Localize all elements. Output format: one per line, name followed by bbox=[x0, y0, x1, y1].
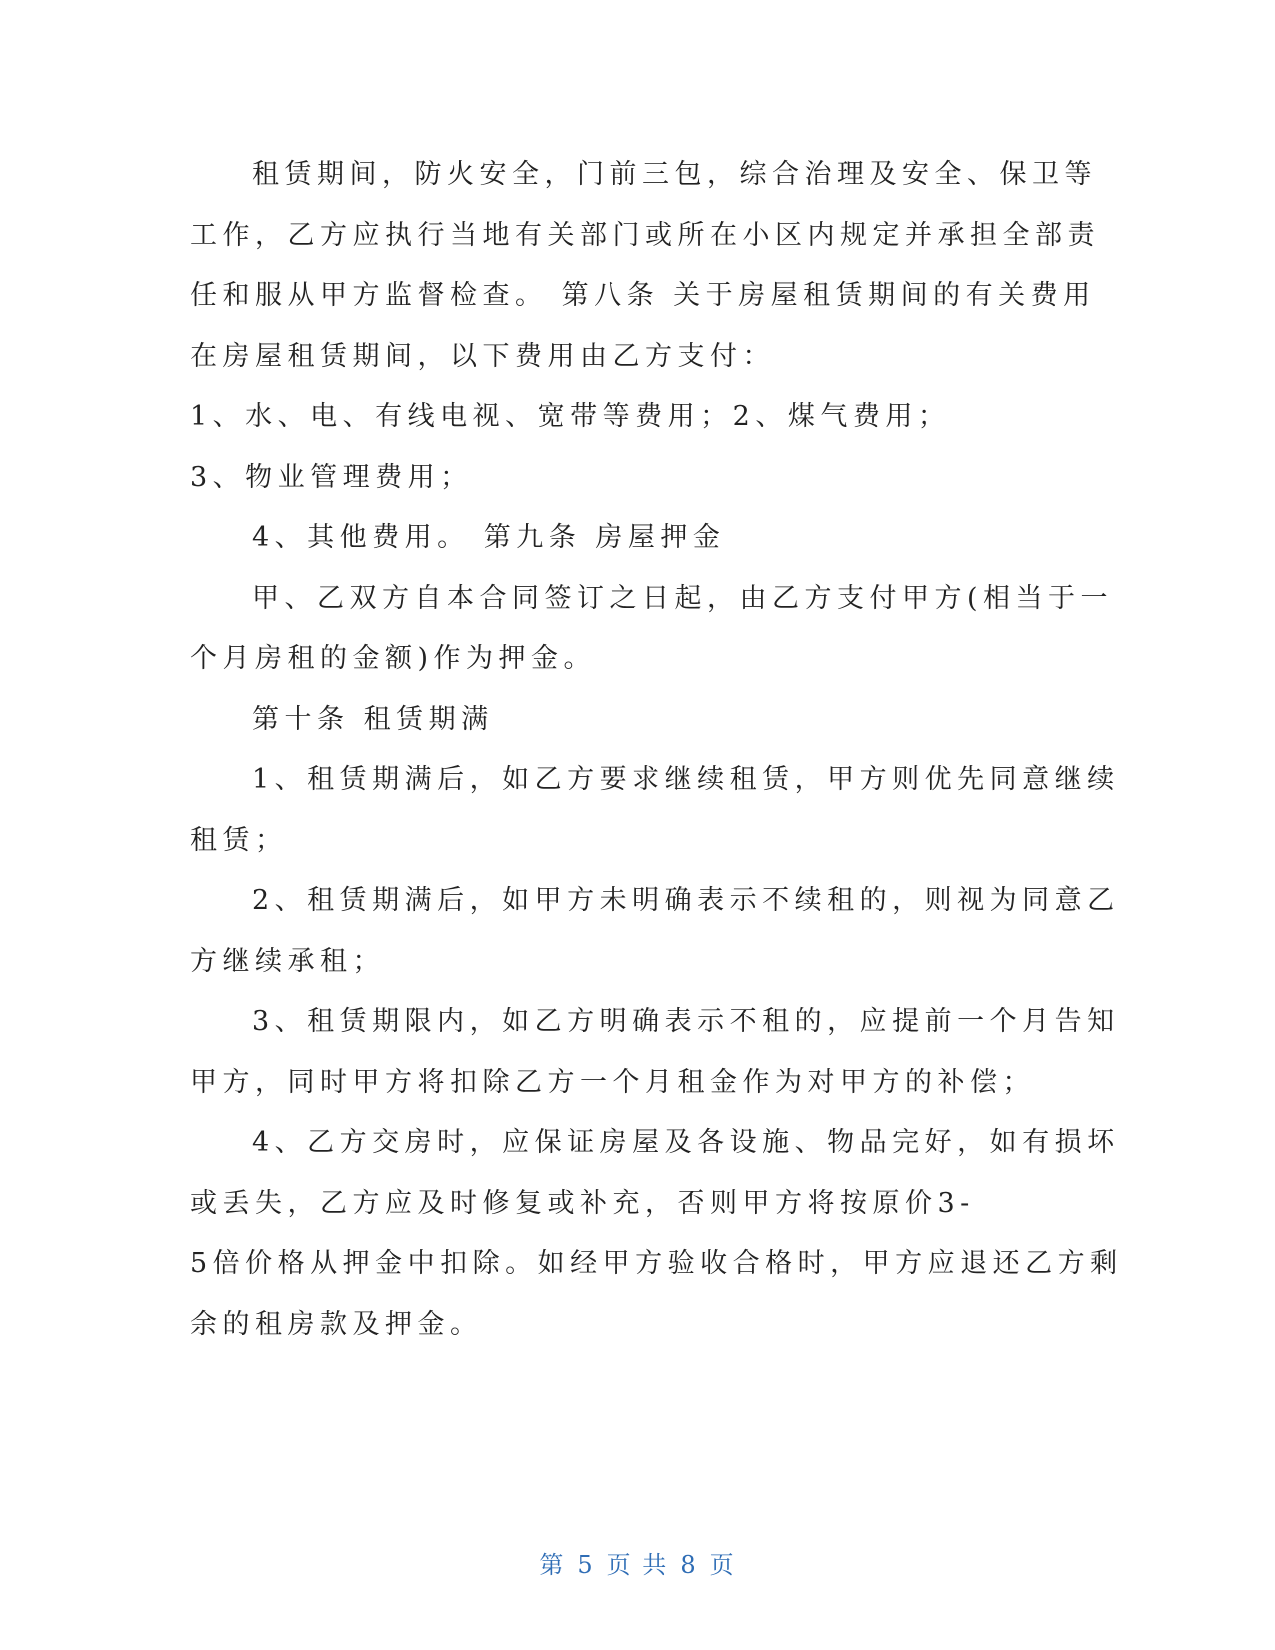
page-footer bbox=[0, 1545, 1275, 1580]
text-line: 3、租赁期限内，如乙方明确表示不租的，应提前一个月告知 bbox=[252, 1006, 1120, 1037]
footer-total-pages: 8 bbox=[680, 1551, 698, 1579]
text-line: 或丢失，乙方应及时修复或补充，否则甲方将按原价3- bbox=[190, 1187, 975, 1219]
text-line: 在房屋租赁期间，以下费用由乙方支付： bbox=[190, 340, 775, 372]
footer-suffix: 页 bbox=[709, 1551, 736, 1579]
text-line: 甲方，同时甲方将扣除乙方一个月租金作为对甲方的补偿； bbox=[190, 1066, 1035, 1098]
document-body bbox=[190, 145, 1123, 1355]
text-line: 方继续承租； bbox=[190, 945, 385, 977]
text-line: 任和服从甲方监督检查。 第八条 关于房屋租赁期间的有关费用 bbox=[190, 280, 1096, 311]
text-line: 工作，乙方应执行当地有关部门或所在小区内规定并承担全部责 bbox=[190, 219, 1100, 251]
text-line: 4、乙方交房时，应保证房屋及各设施、物品完好，如有损坏 bbox=[252, 1127, 1120, 1158]
text-line: 1、租赁期满后，如乙方要求继续租赁，甲方则优先同意继续 bbox=[252, 764, 1120, 795]
text-line: 余的租房款及押金。 bbox=[190, 1308, 483, 1340]
text-line: 第十条 租赁期满 bbox=[252, 703, 494, 735]
text-line: 租赁； bbox=[190, 824, 288, 856]
text-line: 甲、乙双方自本合同签订之日起，由乙方支付甲方(相当于一 bbox=[252, 582, 1114, 614]
footer-prefix: 第 bbox=[539, 1551, 566, 1579]
text-line: 个月房租的金额)作为押金。 bbox=[190, 643, 597, 674]
text-line: 租赁期间，防火安全，门前三包，综合治理及安全、保卫等 bbox=[252, 159, 1097, 190]
footer-middle: 页 共 bbox=[606, 1551, 669, 1579]
footer-page-number: 5 bbox=[577, 1551, 595, 1579]
text-line: 1、水、电、有线电视、宽带等费用；2、煤气费用； bbox=[190, 401, 951, 432]
text-line: 5倍价格从押金中扣除。如经甲方验收合格时，甲方应退还乙方剩 bbox=[190, 1248, 1123, 1279]
text-line: 3、物业管理费用； bbox=[190, 461, 473, 493]
text-line: 4、其他费用。 第九条 房屋押金 bbox=[252, 522, 726, 553]
text-line: 2、租赁期满后，如甲方未明确表示不续租的，则视为同意乙 bbox=[252, 885, 1120, 916]
